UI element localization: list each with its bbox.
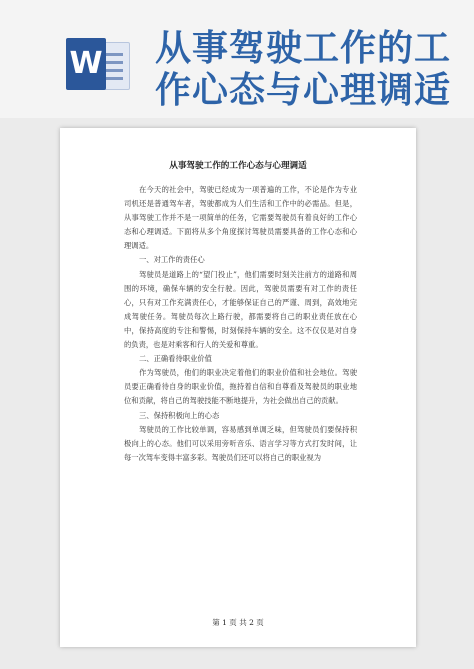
- paragraph-positive-attitude: 驾驶员的工作比较单调，容易感到单调乏味，但驾驶员们要保持积极向上的心态。他们可以采用旁听音乐、语言学习等方式打发时间，让每一次驾车变得丰富多彩。驾驶员们还可以将自己的职业视为: [124, 424, 357, 462]
- word-logo-icon: [66, 38, 128, 90]
- word-letter: W: [66, 38, 106, 90]
- document-page: [60, 128, 416, 647]
- document-title: 从事驾驶工作的工作心态与心理调适: [169, 161, 307, 171]
- page-footer: 第 1 页 共 2 页: [212, 618, 264, 627]
- paragraph-responsibility: 驾驶员是道路上的“望门投止”，他们需要时刻关注前方的道路和周围的环境，确保车辆的安全行驶。因此，驾驶员需要有对工作的责任心，只有对工作充满责任心，才能够保证自己的严谨、周到，高效地完成驾驶任务。驾驶员每次上路行驶，都需要将自己的职业责任放在心中，保持高度的专注和警惕，时刻保持车辆的安全。这不仅仅是对自身的负责，也是对乘客和行人的关爱和尊重。: [124, 269, 357, 350]
- paragraph-career-value: 作为驾驶员，他们的职业决定着他们的职业价值和社会地位。驾驶员要正确看待自身的职业价值，拖持着自信和自尊看及驾驶员的职业地位和贡献，将自己的驾驶技能不断地提升，为社会做出自己的贡献。: [124, 368, 357, 406]
- document-body: [124, 183, 357, 465]
- paragraph-intro: 在今天的社会中，驾驶已经成为一项普遍的工作，不论是作为专业司机还是普通驾车者，驾驶都成为人们生活和工作中的必需品。但是，从事驾驶工作并不是一项简单的任务，它需要驾驶员有着良好的工作心态和心理调适。下面将从多个角度探讨驾驶员需要具备的工作心态和心理调适。: [124, 185, 357, 251]
- banner: [0, 0, 474, 118]
- heading-career-value: 二、正确看待职业价值: [139, 354, 212, 364]
- heading-positive-attitude: 三、保持积极向上的心态: [139, 410, 220, 420]
- banner-title: 从事驾驶工作的工作心态与心理调适: [155, 28, 452, 111]
- heading-responsibility: 一、对工作的责任心: [139, 255, 205, 265]
